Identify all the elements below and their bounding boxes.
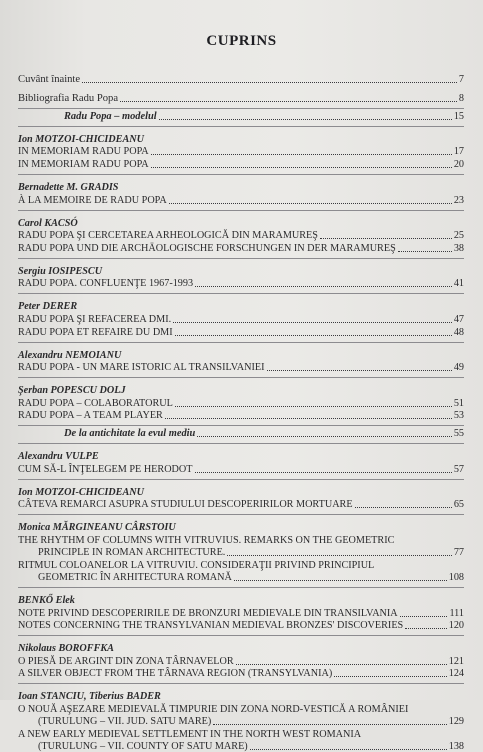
entry-title: CUM SĂ-L ÎNŢELEGEM PE HERODOT [18, 463, 193, 475]
dot-leader [227, 555, 451, 556]
toc-entry [18, 462, 464, 475]
toc-section [18, 426, 464, 439]
page-number: 138 [448, 741, 464, 752]
entry-title: RITMUL COLOANELOR LA VITRUVIU. CONSIDERAŢII PRIVIND PRINCIPIUL [18, 560, 375, 572]
dot-leader [236, 664, 447, 665]
entry-title: RADU POPA. CONFLUENŢE 1967-1993 [18, 278, 194, 290]
page-number: 65 [453, 499, 464, 511]
toc-entry-continuation [18, 571, 464, 583]
toc-entry [18, 145, 464, 158]
author-name: Ioan STANCIU, Tiberius BADER [18, 691, 161, 703]
toc-author [18, 636, 464, 654]
dot-leader [151, 154, 452, 155]
dot-leader [173, 322, 452, 323]
dot-leader [175, 335, 452, 336]
entry-title: Bibliografia Radu Popa [18, 93, 119, 105]
page-number: 23 [453, 194, 464, 206]
author-name: Monica MĂRGINEANU CÂRSTOIU [18, 522, 176, 534]
toc-author [18, 444, 464, 462]
author-name: Ion MOTZOI-CHICIDEANU [18, 133, 144, 145]
toc-entry [18, 533, 464, 546]
page-number: 47 [453, 313, 464, 325]
dot-leader [267, 370, 452, 371]
toc-author [18, 175, 464, 193]
entry-title: IN MEMORIAM RADU POPA [18, 146, 149, 158]
page-number: 129 [448, 716, 464, 728]
toc-author [18, 480, 464, 498]
author-name: Alexandru VULPE [18, 450, 99, 462]
author-name: Carol KACSÓ [18, 217, 78, 229]
page-number: 7 [458, 73, 464, 85]
toc-entry [18, 361, 464, 374]
page-number: 15 [453, 110, 464, 122]
dot-leader [195, 472, 452, 473]
dot-leader [165, 418, 452, 419]
entry-title: RADU POPA – COLABORATORUL [18, 397, 173, 409]
toc-entry [18, 558, 464, 571]
entry-title: NOTES CONCERNING THE TRANSYLVANIAN MEDIEVAL BRONZES' DISCOVERIES [18, 620, 404, 632]
dot-leader [250, 749, 447, 750]
dot-leader [169, 203, 452, 204]
entry-title: NOTE PRIVIND DESCOPERIRILE DE BRONZURI MEDIEVALE DIN TRANSILVANIA [18, 607, 398, 619]
page-number: 20 [453, 158, 464, 170]
entry-title: A SILVER OBJECT FROM THE TÂRNAVA REGION (TRANSYLVANIA) [18, 668, 333, 680]
dot-leader [400, 616, 448, 617]
page-number: 121 [448, 655, 464, 667]
toc-author [18, 588, 464, 606]
toc-entry [18, 654, 464, 667]
entry-title: À LA MEMOIRE DE RADU POPA [18, 194, 167, 206]
toc-entry [18, 92, 464, 105]
page-title: CUPRINS [206, 33, 277, 49]
section-title: De la antichitate la evul mediu [64, 427, 196, 439]
entry-title: IN MEMORIAM RADU POPA [18, 158, 149, 170]
page-number: 53 [453, 410, 464, 422]
dot-leader [320, 238, 452, 239]
toc-author [18, 259, 464, 277]
author-name: Şerban POPESCU DOLJ [18, 385, 126, 397]
entry-spacer [18, 85, 464, 92]
toc-entry [18, 396, 464, 409]
toc-entry [18, 241, 464, 254]
author-name: Sergiu IOSIPESCU [18, 265, 103, 277]
entry-title: Cuvânt înainte [18, 73, 81, 85]
dot-leader [159, 119, 452, 120]
toc-entry-continuation [18, 740, 464, 752]
page-number: 41 [453, 278, 464, 290]
page-number: 17 [453, 146, 464, 158]
dot-leader [197, 436, 451, 437]
toc-entry [18, 72, 464, 85]
dot-leader [213, 724, 446, 725]
entry-title: RADU POPA - UN MARE ISTORIC AL TRANSILVANIEI [18, 362, 265, 374]
entry-title: RADU POPA UND DIE ARCHÄOLOGISCHE FORSCHUNGEN IN DER MARAMUREŞ [18, 242, 396, 254]
entry-title: (TURULUNG – VII. JUD. SATU MARE) [38, 716, 212, 728]
entry-title: (TURULUNG – VII. COUNTY OF SATU MARE) [38, 741, 248, 752]
dot-leader [405, 628, 447, 629]
author-name: Bernadette M. GRADIS [18, 181, 119, 193]
author-name: Nikolaus BOROFFKA [18, 643, 114, 655]
entry-title: GEOMETRIC ÎN ARHITECTURA ROMANĂ [38, 572, 232, 584]
author-name: Alexandru NEMOIANU [18, 349, 122, 361]
author-name: BENKŐ Elek [18, 595, 75, 607]
toc-entry [18, 157, 464, 170]
entry-title: A NEW EARLY MEDIEVAL SETTLEMENT IN THE NORTH WEST ROMANIA [18, 729, 362, 741]
toc-entry [18, 667, 464, 680]
page-number: 124 [448, 668, 464, 680]
toc-entry [18, 312, 464, 325]
toc-entry [18, 229, 464, 242]
toc-entry-continuation [18, 546, 464, 558]
entry-title: O PIESĂ DE ARGINT DIN ZONA TÂRNAVELOR [18, 655, 234, 667]
toc-entry [18, 606, 464, 619]
page-number: 120 [448, 620, 464, 632]
entry-title: RADU POPA ŞI CERCETAREA ARHEOLOGICĂ DIN MARAMUREŞ [18, 230, 318, 242]
toc-entry [18, 409, 464, 422]
entry-title: O NOUĂ AŞEZARE MEDIEVALĂ TIMPURIE DIN ZONA NORD-VESTICĂ A ROMÂNIEI [18, 704, 409, 716]
toc-entry [18, 325, 464, 338]
toc-entry [18, 727, 464, 740]
author-name: Peter DERER [18, 301, 78, 313]
dot-leader [355, 507, 452, 508]
dot-leader [398, 251, 452, 252]
page-number: 55 [453, 427, 464, 439]
toc-entry [18, 619, 464, 632]
toc-author [18, 211, 464, 229]
dot-leader [195, 286, 452, 287]
page-number: 51 [453, 397, 464, 409]
page-number: 57 [453, 463, 464, 475]
page-number: 48 [453, 326, 464, 338]
dot-leader [82, 82, 457, 83]
page-number: 49 [453, 362, 464, 374]
toc-entry [18, 277, 464, 290]
entry-title: PRINCIPLE IN ROMAN ARCHITECTURE. [38, 547, 226, 559]
dot-leader [334, 676, 446, 677]
entry-title: RADU POPA ŞI REFACEREA DMI. [18, 313, 172, 325]
toc-entry [18, 702, 464, 715]
toc-entry [18, 498, 464, 511]
toc-entry [18, 193, 464, 206]
page-number: 108 [448, 572, 464, 584]
toc-author [18, 343, 464, 361]
page-number: 111 [449, 607, 464, 619]
dot-leader [175, 406, 452, 407]
page-number: 77 [453, 547, 464, 559]
dot-leader [234, 580, 447, 581]
toc-author [18, 515, 464, 533]
table-of-contents [18, 72, 464, 752]
entry-title: RADU POPA – A TEAM PLAYER [18, 410, 163, 422]
entry-title: THE RHYTHM OF COLUMNS WITH VITRUVIUS. REMARKS ON THE GEOMETRIC [18, 535, 395, 547]
entry-title: RADU POPA ET REFAIRE DU DMI [18, 326, 173, 338]
toc-section [18, 109, 464, 122]
toc-entry-continuation [18, 715, 464, 727]
toc-author [18, 684, 464, 702]
page-number: 25 [453, 230, 464, 242]
dot-leader [151, 167, 452, 168]
entry-title: CÂTEVA REMARCI ASUPRA STUDIULUI DESCOPERIRILOR MORTUARE [18, 499, 353, 511]
author-name: Ion MOTZOI-CHICIDEANU [18, 486, 144, 498]
page-number: 38 [453, 242, 464, 254]
section-title: Radu Popa – modelul [64, 110, 157, 122]
toc-author [18, 127, 464, 145]
toc-author [18, 378, 464, 396]
page-number: 8 [458, 93, 464, 105]
toc-author [18, 294, 464, 312]
dot-leader [120, 101, 457, 102]
